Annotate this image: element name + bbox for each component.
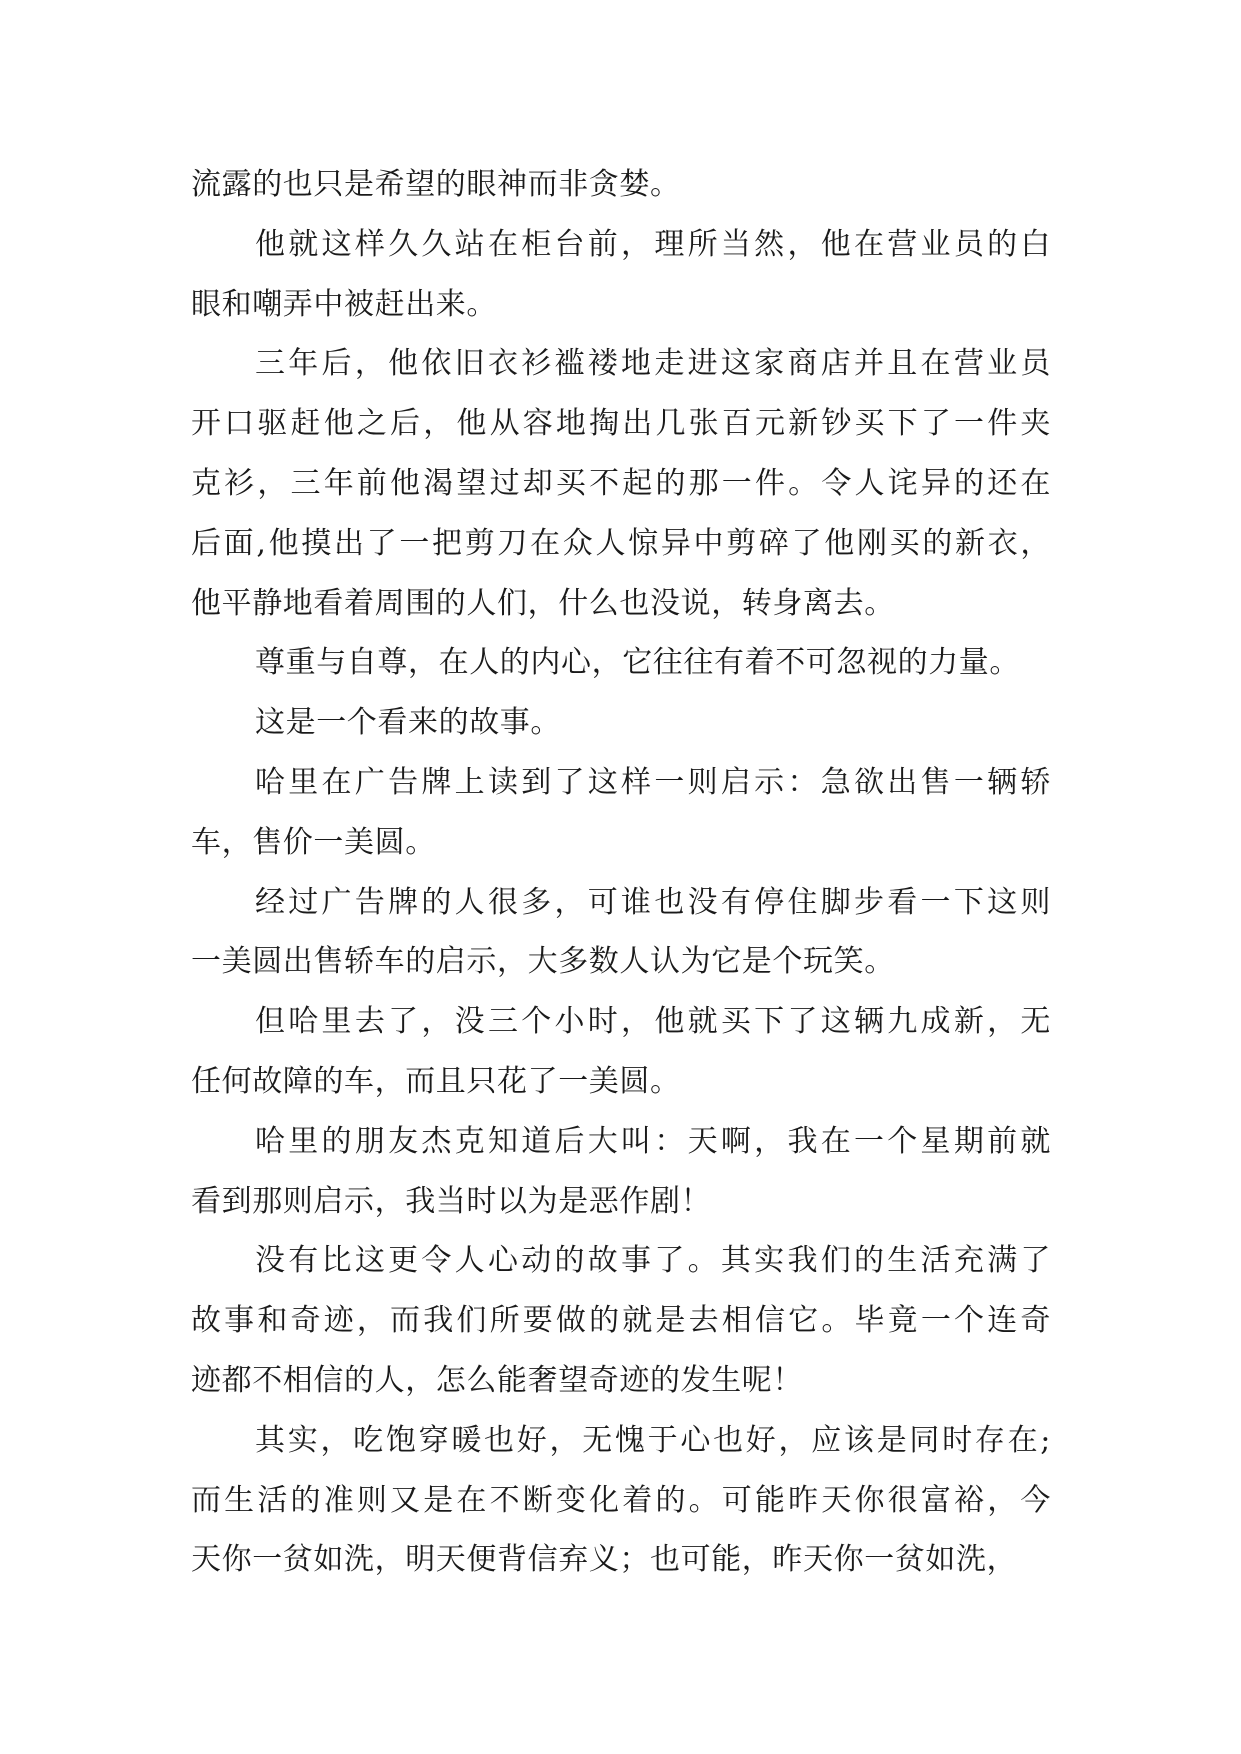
paragraph-6-line-0: 经过广告牌的人很多，可谁也没有停住脚步看一下这则 [255,884,1051,920]
paragraph-9-line-2: 迹都不相信的人，怎么能奢望奇迹的发生呢！ [191,1362,803,1398]
paragraph-10-line-1: 而生活的准则又是在不断变化着的。可能昨天你很富裕，今 [191,1482,1051,1518]
paragraph-0-line-0: 流露的也只是希望的眼神而非贪婪。 [191,167,681,202]
paragraph-9-line-0: 没有比这更令人心动的故事了。其实我们的生活充满了 [255,1243,1051,1279]
paragraph-5-line-0: 哈里在广告牌上读到了这样一则启示：急欲出售一辆轿 [255,764,1051,800]
paragraph-1-line-0: 他就这样久久站在柜台前，理所当然，他在营业员的白 [255,226,1051,262]
paragraph-6-line-1: 一美圆出售轿车的启示，大多数人认为它是个玩笑。 [191,944,895,980]
paragraph-7-line-0: 但哈里去了，没三个小时，他就买下了这辆九成新，无 [255,1004,1051,1040]
paragraph-4-line-0: 这是一个看来的故事。 [255,705,561,741]
paragraph-2-line-4: 他平静地看着周围的人们，什么也没说，转身离去。 [191,585,895,621]
paragraph-2-line-3: 后面,他摸出了一把剪刀在众人惊异中剪碎了他刚买的新衣， [191,525,1051,561]
paragraph-3-line-0: 尊重与自尊，在人的内心，它往往有着不可忽视的力量。 [255,645,1020,681]
paragraph-5-line-1: 车，售价一美圆。 [191,824,436,860]
paragraph-8-line-0: 哈里的朋友杰克知道后大叫：天啊，我在一个星期前就 [255,1123,1051,1159]
paragraph-7-line-1: 任何故障的车，而且只花了一美圆。 [191,1063,681,1099]
paragraph-10-line-2: 天你一贫如洗，明天便背信弃义；也可能，昨天你一贫如洗， [191,1542,1018,1578]
paragraph-9-line-1: 故事和奇迹，而我们所要做的就是去相信它。毕竟一个连奇 [191,1303,1051,1339]
paragraph-2-line-1: 开口驱赶他之后，他从容地掏出几张百元新钞买下了一件夹 [191,406,1051,442]
body-text [191,155,1051,1590]
paragraph-2-line-0: 三年后，他依旧衣衫褴褛地走进这家商店并且在营业员 [255,346,1051,382]
paragraph-1-line-1: 眼和嘲弄中被赶出来。 [191,286,497,322]
paragraph-8-line-1: 看到那则启示，我当时以为是恶作剧！ [191,1183,712,1219]
paragraph-2-line-2: 克衫，三年前他渴望过却买不起的那一件。令人诧异的还在 [191,465,1051,501]
paragraph-10-line-0: 其实，吃饱穿暖也好，无愧于心也好，应该是同时存在; [255,1422,1051,1458]
